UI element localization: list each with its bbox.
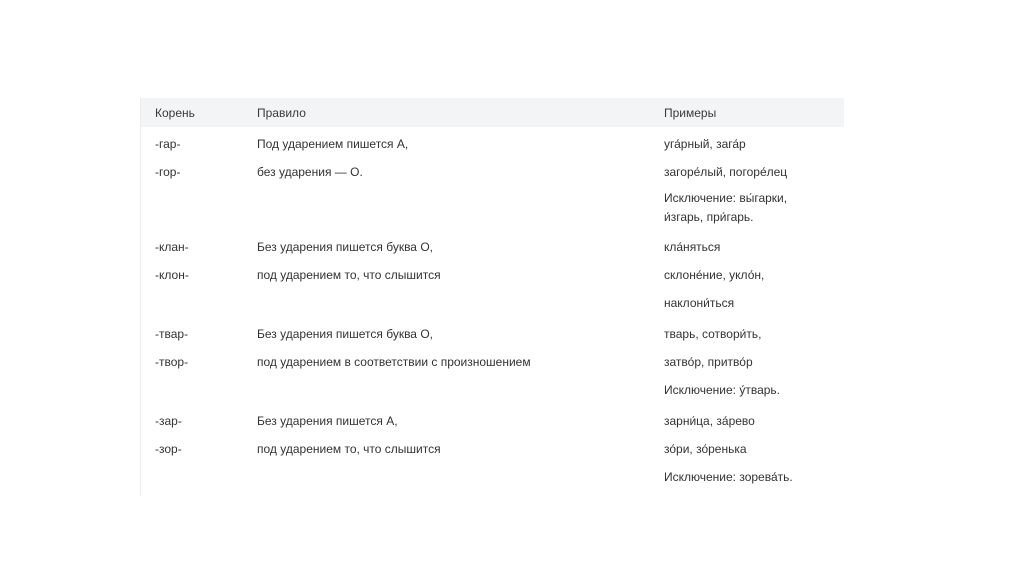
row-example-klan: кла́няться [664, 240, 721, 254]
row-rule-gar: Под ударением пишется А, [257, 137, 409, 151]
row-rule-tvor: под ударением в соответствии с произношением [257, 355, 531, 369]
row-example-klon: склоне́ние, укло́н, [664, 268, 765, 282]
row-root-tvar: -твар- [155, 327, 189, 341]
row-root-gor: -гор- [155, 165, 181, 179]
row-root-zar: -зар- [155, 414, 182, 428]
row-example-tvor: затво́р, притво́р [664, 355, 753, 369]
row-root-gar: -гар- [155, 137, 181, 151]
row-rule-klon: под ударением то, что слышится [257, 268, 441, 282]
row-exception-gor: Исключение: вы́гарки, и́згарь, при́гарь. [664, 191, 788, 224]
row-root-klan: -клан- [155, 240, 189, 254]
roots-rules-table [140, 98, 844, 496]
row-example-tvar: тварь, сотвори́ть, [664, 327, 762, 341]
row-root-tvor: -твор- [155, 355, 189, 369]
row-example-gar: уга́рный, зага́р [664, 137, 746, 151]
row-example-gor: загоре́лый, погоре́лец [664, 165, 788, 179]
row-example-klon-2: наклони́ться [664, 296, 735, 310]
row-exception-tvor: Исключение: у́тварь. [664, 383, 781, 397]
row-exception-zor: Исключение: зорева́ть. [664, 470, 793, 484]
row-rule-tvar: Без ударения пишется буква О, [257, 327, 433, 341]
table-header [141, 98, 844, 127]
row-rule-gor: без ударения — О. [257, 165, 363, 179]
row-example-zar: зарни́ца, за́рево [664, 414, 755, 428]
row-rule-zor: под ударением то, что слышится [257, 442, 441, 456]
row-example-zor: зо́ри, зо́ренька [664, 442, 747, 456]
header-rule: Правило [257, 106, 306, 120]
row-root-klon: -клон- [155, 268, 189, 282]
row-rule-zar: Без ударения пишется А, [257, 414, 398, 428]
row-rule-klan: Без ударения пишется буква О, [257, 240, 433, 254]
row-root-zor: -зор- [155, 442, 182, 456]
header-examples: Примеры [664, 106, 717, 120]
header-root: Корень [155, 106, 195, 120]
